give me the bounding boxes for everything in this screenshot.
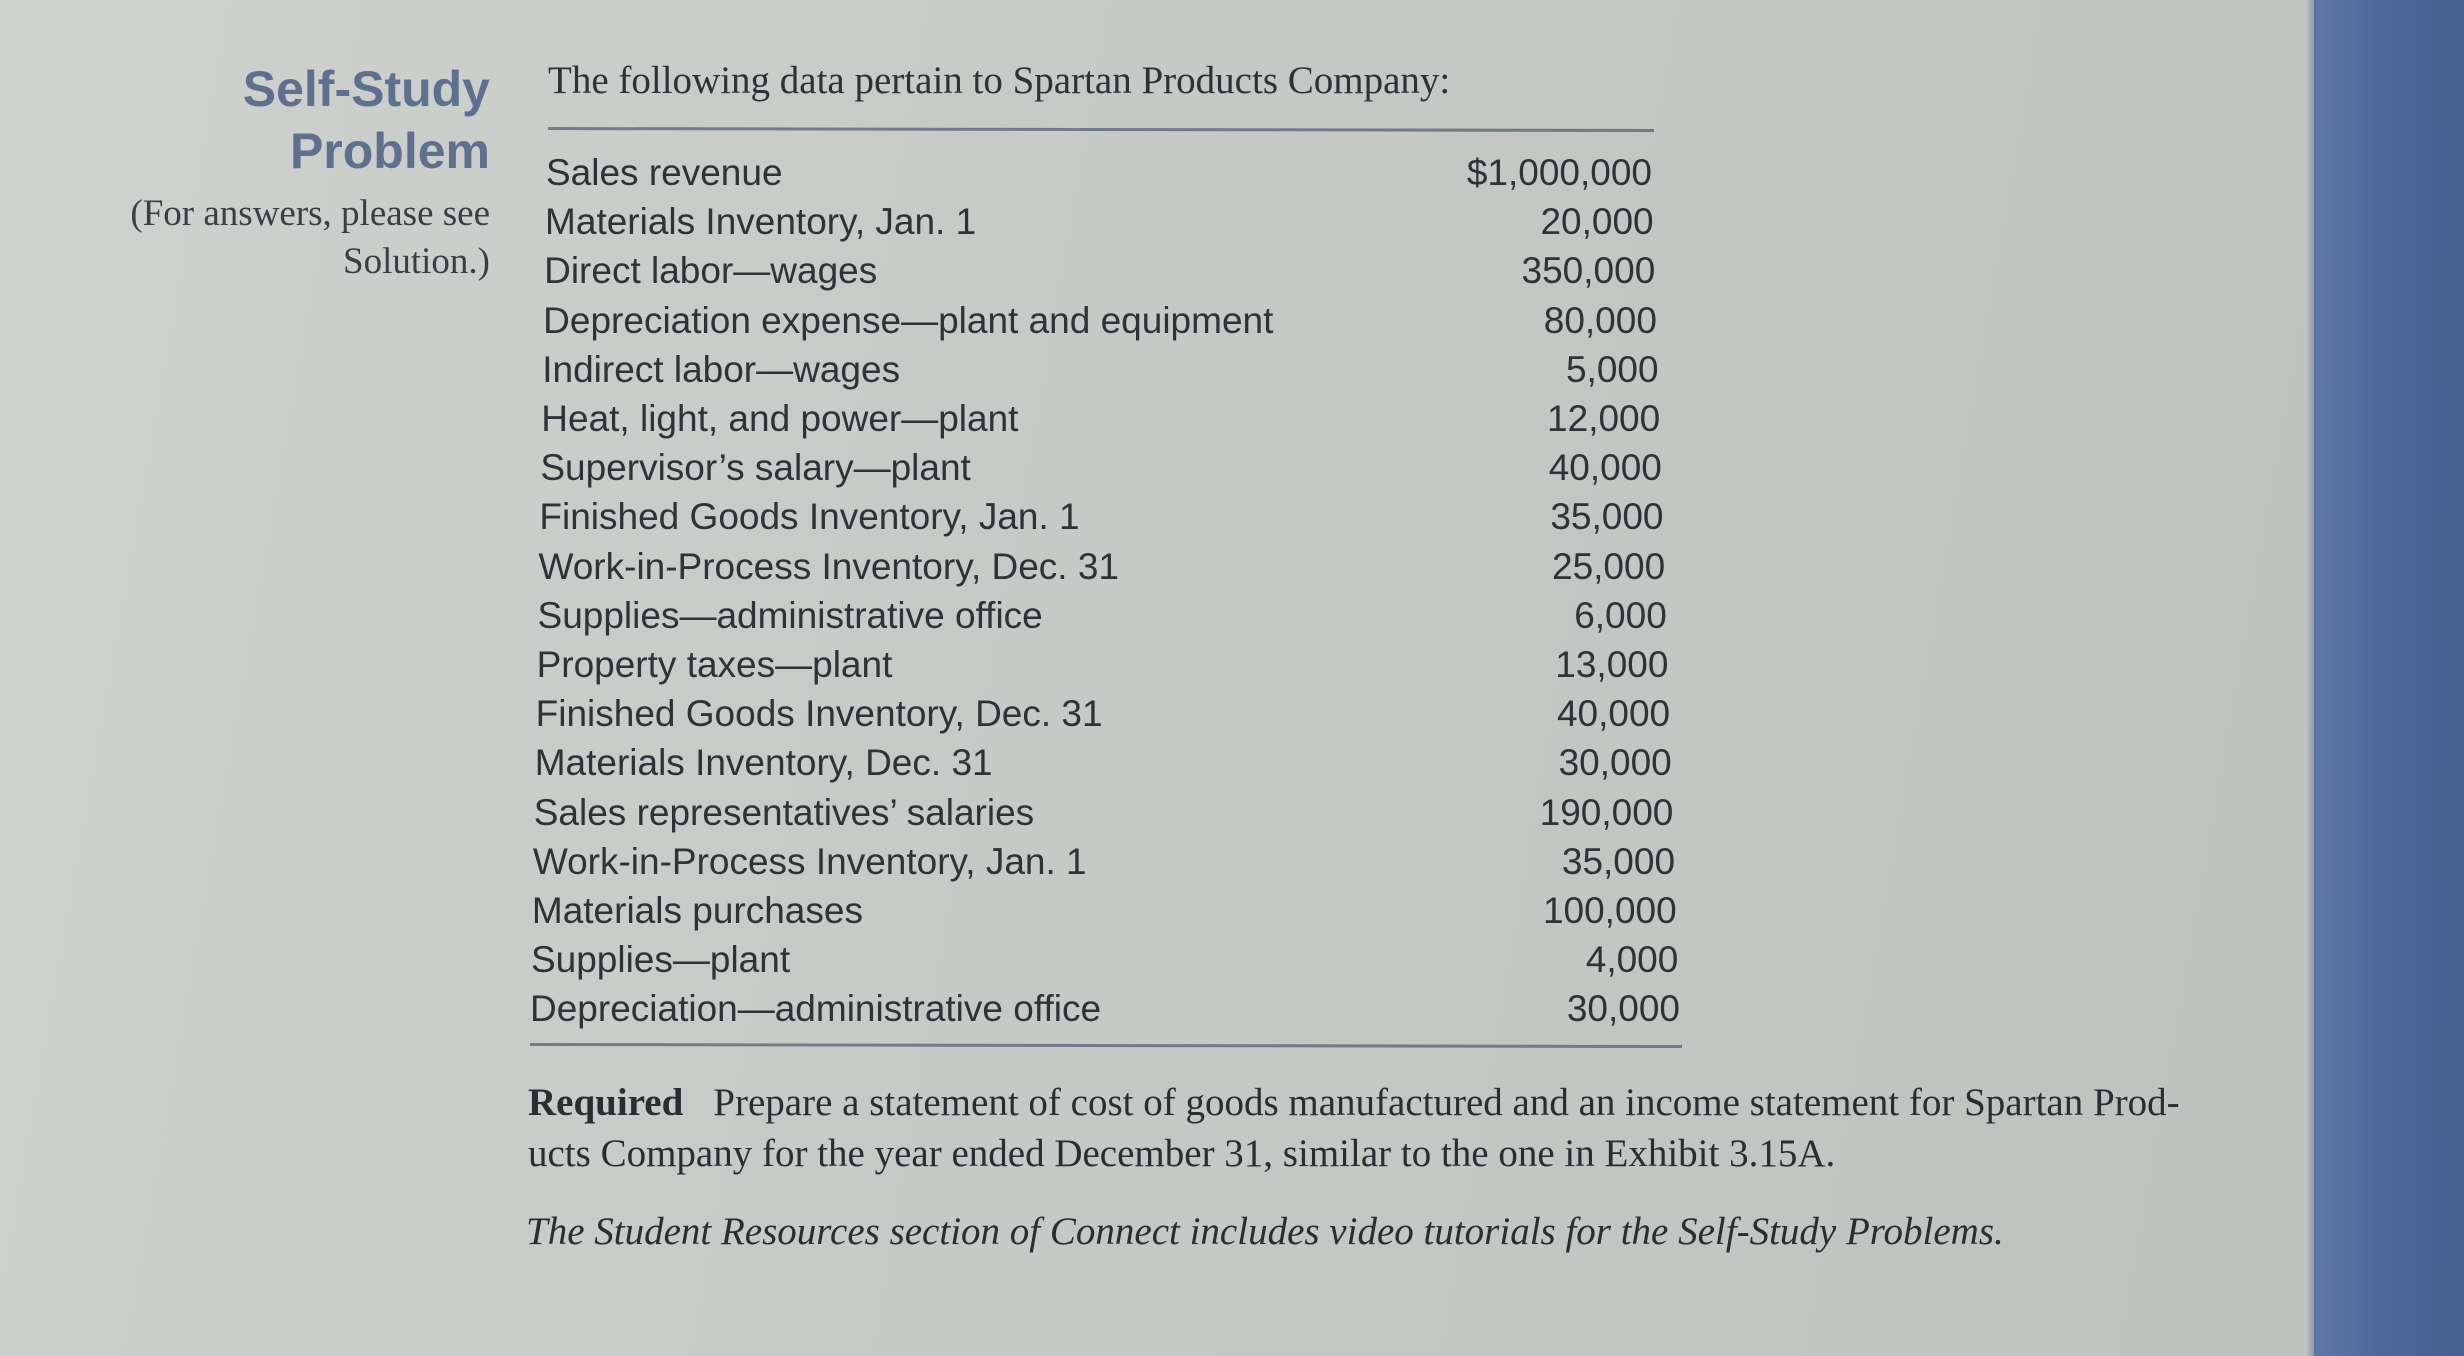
table-row [542, 349, 1658, 397]
row-label: Work-in-Process Inventory, Jan. 1 [532, 840, 1087, 882]
row-value: 40,000 [1548, 447, 1662, 489]
row-value: 6,000 [1574, 594, 1667, 636]
row-value: 25,000 [1552, 545, 1666, 587]
row-label: Materials Inventory, Dec. 31 [534, 742, 993, 784]
row-label: Work-in-Process Inventory, Dec. 31 [538, 545, 1120, 587]
row-value: 350,000 [1521, 250, 1656, 292]
row-value: 5,000 [1565, 348, 1659, 390]
row-value: 13,000 [1555, 644, 1669, 685]
table-row [536, 693, 1670, 741]
sidebar-note-line2: Solution.) [343, 241, 490, 282]
row-label: Finished Goods Inventory, Jan. 1 [539, 496, 1080, 538]
table-row [538, 595, 1667, 643]
table-row [533, 841, 1675, 889]
row-value: 12,000 [1547, 398, 1661, 439]
table-row [532, 890, 1677, 938]
table-row [544, 250, 1655, 298]
row-label: Supplies—plant [530, 939, 791, 981]
row-label: Materials purchases [531, 890, 863, 931]
row-value: 30,000 [1558, 742, 1672, 784]
required-label: Required [528, 1081, 684, 1124]
required-line1 [528, 1080, 2180, 1125]
table-row [538, 546, 1665, 594]
row-value: 20,000 [1540, 201, 1654, 243]
table-row [539, 496, 1663, 544]
table-top-rule [548, 127, 1654, 132]
row-value: $1,000,000 [1466, 152, 1652, 193]
row-value: 80,000 [1543, 299, 1657, 341]
table-row [534, 792, 1674, 840]
row-label: Heat, light, and power—plant [541, 398, 1019, 439]
resources-note: The Student Resources section of Connect includes video tutorials for the Self-Study Problems. [526, 1210, 2004, 1253]
row-value: 4,000 [1585, 939, 1679, 981]
table-bottom-rule [530, 1043, 1682, 1048]
row-label: Depreciation expense—plant and equipment [543, 299, 1274, 341]
row-label: Sales revenue [546, 152, 783, 193]
row-value: 35,000 [1550, 496, 1664, 538]
table-row [530, 988, 1680, 1036]
row-value: 190,000 [1539, 791, 1674, 833]
intro-text: The following data pertain to Spartan Products Company: [548, 59, 1451, 102]
table-row [545, 201, 1654, 249]
table-row [543, 300, 1657, 348]
table-row [537, 644, 1669, 692]
row-label: Sales representatives’ salaries [533, 791, 1035, 833]
row-label: Materials Inventory, Jan. 1 [545, 201, 977, 243]
row-value: 100,000 [1542, 890, 1677, 931]
table-row [535, 742, 1672, 790]
row-value: 30,000 [1566, 988, 1680, 1030]
sidebar-note-line1: (For answers, please see [130, 193, 490, 234]
row-label: Direct labor—wages [544, 250, 878, 292]
sidebar-title-line1: Self-Study [242, 61, 490, 117]
table-row [540, 447, 1662, 495]
row-label: Property taxes—plant [536, 644, 893, 685]
table-row [531, 939, 1678, 987]
sidebar-title-line2: Problem [289, 123, 490, 179]
blue-page-edge [2314, 0, 2464, 1356]
required-text-line1: Prepare a statement of cost of goods manufactured and an income statement for Spartan Prod- [713, 1081, 2180, 1124]
row-value: 35,000 [1561, 840, 1676, 882]
table-row [541, 398, 1660, 446]
row-label: Indirect labor—wages [542, 348, 901, 390]
row-label: Finished Goods Inventory, Dec. 31 [535, 693, 1103, 735]
required-text-line2: ucts Company for the year ended December 31, similar to the one in Exhibit 3.15A. [528, 1132, 1836, 1175]
row-value: 40,000 [1556, 693, 1671, 735]
row-label: Depreciation—administrative office [530, 988, 1102, 1030]
row-label: Supervisor’s salary—plant [540, 447, 971, 489]
row-label: Supplies—administrative office [537, 594, 1043, 636]
table-row [546, 152, 1652, 200]
